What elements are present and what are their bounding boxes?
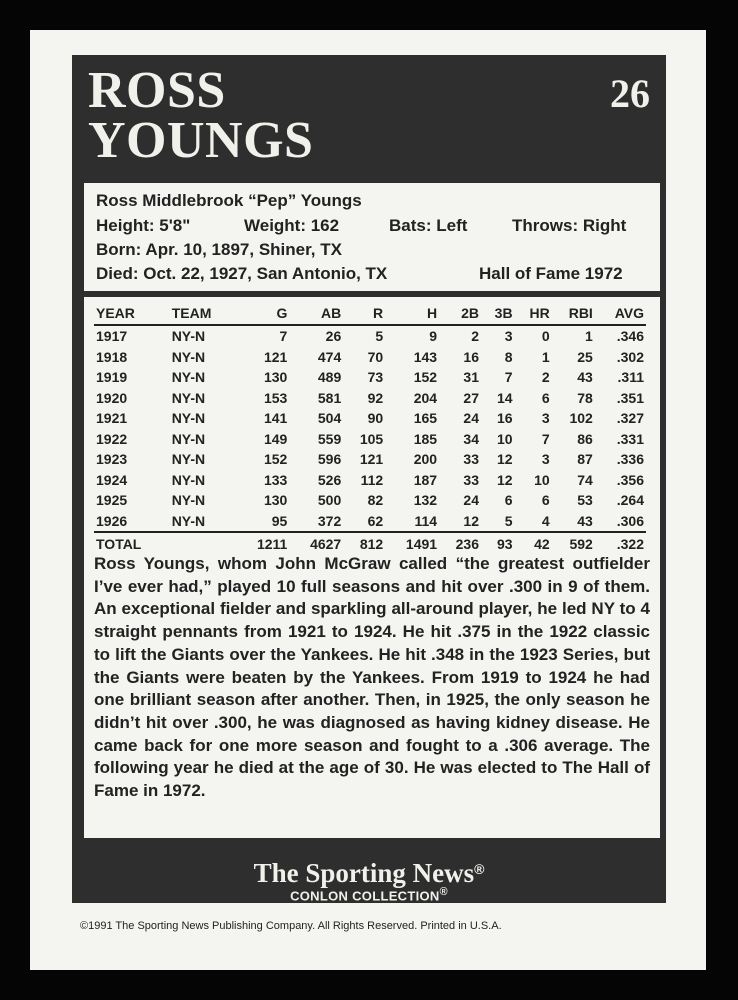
table-cell: 33 [463,451,479,468]
table-cell: 1924 [96,471,128,488]
table-cell: 596 [317,451,342,468]
table-cell: 1925 [96,492,128,509]
stats-header-avg: AVG [595,302,646,325]
total-row [94,532,646,555]
table-cell: 3 [504,328,513,345]
table-cell: 185 [413,430,438,447]
table-cell: .346 [616,328,644,345]
name-first: ROSS [88,62,226,119]
table-row [94,449,646,470]
table-cell: 112 [360,471,384,488]
stats-header-team: TEAM [170,302,237,325]
total-cell: 236 [439,532,481,555]
table-cell: 7 [279,328,288,345]
table-cell: 130 [263,369,288,386]
stats-header-h: H [385,302,439,325]
table-cell: 14 [497,389,513,406]
table-cell: 121 [359,451,384,468]
table-row [94,347,646,368]
copyright-line: ©1991 The Sporting News Publishing Company. All Rights Reserved. Printed in U.S.A. [80,920,502,932]
stats-header-rbi: RBI [552,302,595,325]
stats-header-g: G [237,302,290,325]
table-row [94,490,646,511]
collection-registered-mark: ® [439,886,448,898]
table-row [94,511,646,533]
table-cell: 26 [325,328,342,345]
collection-label [72,886,666,903]
total-cell: 1211 [237,532,290,555]
table-row [94,429,646,450]
table-cell: 1 [541,348,550,365]
table-cell: 152 [263,451,288,468]
table-cell: NY-N [171,492,206,509]
table-cell: 3 [541,410,550,427]
table-cell: 489 [317,369,342,386]
table-cell: 4 [541,512,550,529]
total-cell: 4627 [289,532,343,555]
table-cell: 526 [317,471,342,488]
table-cell: 24 [463,492,479,509]
table-cell: .331 [616,430,644,447]
table-cell: NY-N [171,369,206,386]
bats: Bats: Left [389,216,468,235]
table-row [94,388,646,409]
name-last: YOUNGS [88,112,314,169]
table-cell: 3 [541,451,550,468]
table-cell: 16 [463,348,479,365]
table-cell: 24 [463,410,479,427]
sporting-news-logo [72,854,666,888]
stats-header-2b: 2B [439,302,481,325]
table-cell: 6 [504,492,513,509]
logo-registered-mark: ® [474,861,485,877]
logo-text: The Sporting News [253,858,475,888]
table-cell: 500 [317,492,342,509]
table-row [94,325,646,347]
table-cell: 5 [375,328,384,345]
table-cell: 8 [504,348,513,365]
stats-header-ab: AB [289,302,343,325]
table-cell: 102 [569,410,593,427]
table-cell: 121 [263,348,288,365]
card-number: 26 [610,71,650,116]
total-cell: 93 [481,532,515,555]
table-cell: 1919 [96,369,128,386]
table-cell: 87 [577,451,593,468]
table-cell: NY-N [171,471,206,488]
throws: Throws: Right [512,216,627,235]
table-row [94,367,646,388]
table-cell: 82 [367,492,384,509]
bio-panel [84,183,660,291]
total-cell: TOTAL [94,532,170,555]
table-cell: 200 [413,451,438,468]
stats-table [94,302,646,555]
table-cell: 1918 [96,348,128,365]
died: Died: Oct. 22, 1927, San Antonio, TX [96,264,388,283]
table-cell: .356 [616,471,644,488]
table-cell: 1920 [96,389,128,406]
table-cell: 53 [577,492,593,509]
total-cell [170,532,237,555]
table-cell: 204 [413,389,438,406]
table-cell: NY-N [171,430,206,447]
total-cell: 42 [515,532,552,555]
table-cell: 7 [541,430,550,447]
total-cell: .322 [595,532,646,555]
table-row [94,408,646,429]
table-cell: 95 [271,512,288,529]
table-cell: 6 [541,492,550,509]
table-cell: 130 [263,492,288,509]
table-cell: 559 [317,430,342,447]
table-cell: NY-N [171,410,206,427]
table-cell: 152 [413,369,438,386]
total-cell: 592 [552,532,595,555]
weight: Weight: 162 [244,216,340,235]
table-cell: 70 [367,348,384,365]
table-cell: 12 [497,471,513,488]
table-cell: NY-N [171,328,206,345]
table-cell: 165 [413,410,438,427]
career-summary: Ross Youngs, whom John McGraw called “the greatest outfielder I’ve ever had,” played 10 full seasons and hit over .300 in 9 of them. An exceptional fielder and sparkling all-around player, he led NY to 4 straight pennants from 1921 to 1924. He hit .375 in the 1922 classic to lift the Giants over the Yankees. He hit .348 in the 1923 Series, but the Giants were beaten by the Yankees. From 1919 to 1924 he had one brilliant season after another. Then, in 1925, the only season he didn’t hit over .300, he was diagnosed as having kidney disease. He came back for one more season and fought to a .306 average. The following year he died at the age of 30. He was elected to The Hall of Fame in 1972. [94,554,650,801]
born: Born: Apr. 10, 1897, Shiner, TX [96,240,342,259]
table-cell: 149 [263,430,288,447]
table-cell: 90 [367,410,384,427]
table-cell: 1921 [96,410,128,427]
collection-text: CONLON COLLECTION [290,888,440,904]
table-cell: NY-N [171,512,206,529]
table-cell: 1 [585,328,593,345]
table-cell: 86 [577,430,593,447]
table-cell: 73 [367,369,384,386]
stats-panel [84,297,660,838]
table-cell: 143 [413,348,438,365]
stats-body [94,325,646,555]
table-cell: 187 [413,471,438,488]
table-cell: 581 [317,389,342,406]
table-cell: 27 [463,389,479,406]
table-row [94,470,646,491]
table-cell: 6 [541,389,550,406]
table-cell: 34 [463,430,479,447]
table-cell: NY-N [171,389,206,406]
stats-header-r: R [343,302,385,325]
table-cell: .264 [616,492,644,509]
table-cell: 33 [463,471,479,488]
table-cell: 12 [497,451,513,468]
table-cell: 1922 [96,430,128,447]
table-cell: NY-N [171,348,206,365]
hall-of-fame: Hall of Fame 1972 [479,264,623,283]
table-cell: 31 [463,369,479,386]
table-cell: 62 [367,512,384,529]
table-cell: 10 [534,471,550,488]
table-cell: 43 [577,369,593,386]
table-cell: 1923 [96,451,128,468]
full-name: Ross Middlebrook “Pep” Youngs [96,191,362,210]
table-cell: .327 [616,410,644,427]
table-cell: 132 [413,492,438,509]
table-cell: 1926 [96,512,128,529]
table-cell: .351 [616,389,644,406]
table-cell: .302 [616,348,644,365]
table-cell: 2 [541,369,550,386]
total-cell: 1491 [385,532,439,555]
stats-header-row [94,302,646,325]
stats-header-year: YEAR [94,302,170,325]
table-cell: .311 [617,369,644,386]
table-cell: 78 [577,389,593,406]
table-cell: .306 [616,512,644,529]
table-cell: 141 [263,410,288,427]
table-cell: NY-N [171,451,206,468]
table-cell: 474 [317,348,342,365]
table-cell: 10 [497,430,513,447]
table-cell: 7 [504,369,513,386]
table-cell: 114 [414,512,438,529]
stats-header-3b: 3B [481,302,515,325]
table-cell: 1917 [96,328,128,345]
total-cell: 812 [343,532,385,555]
table-cell: 504 [317,410,342,427]
table-cell: 2 [471,328,479,345]
stats-header-hr: HR [515,302,552,325]
height: Height: 5'8" [96,216,191,235]
table-cell: 74 [577,471,593,488]
table-cell: 5 [504,512,513,529]
table-cell: 105 [359,430,384,447]
table-cell: 16 [497,410,513,427]
table-cell: .336 [616,451,644,468]
table-cell: 25 [577,348,593,365]
table-cell: 372 [317,512,342,529]
table-cell: 43 [577,512,593,529]
table-cell: 0 [541,328,550,345]
player-name [88,62,314,169]
table-cell: 92 [367,389,384,406]
table-cell: 153 [263,389,288,406]
table-cell: 133 [263,471,288,488]
table-cell: 9 [429,328,438,345]
table-cell: 12 [463,512,479,529]
